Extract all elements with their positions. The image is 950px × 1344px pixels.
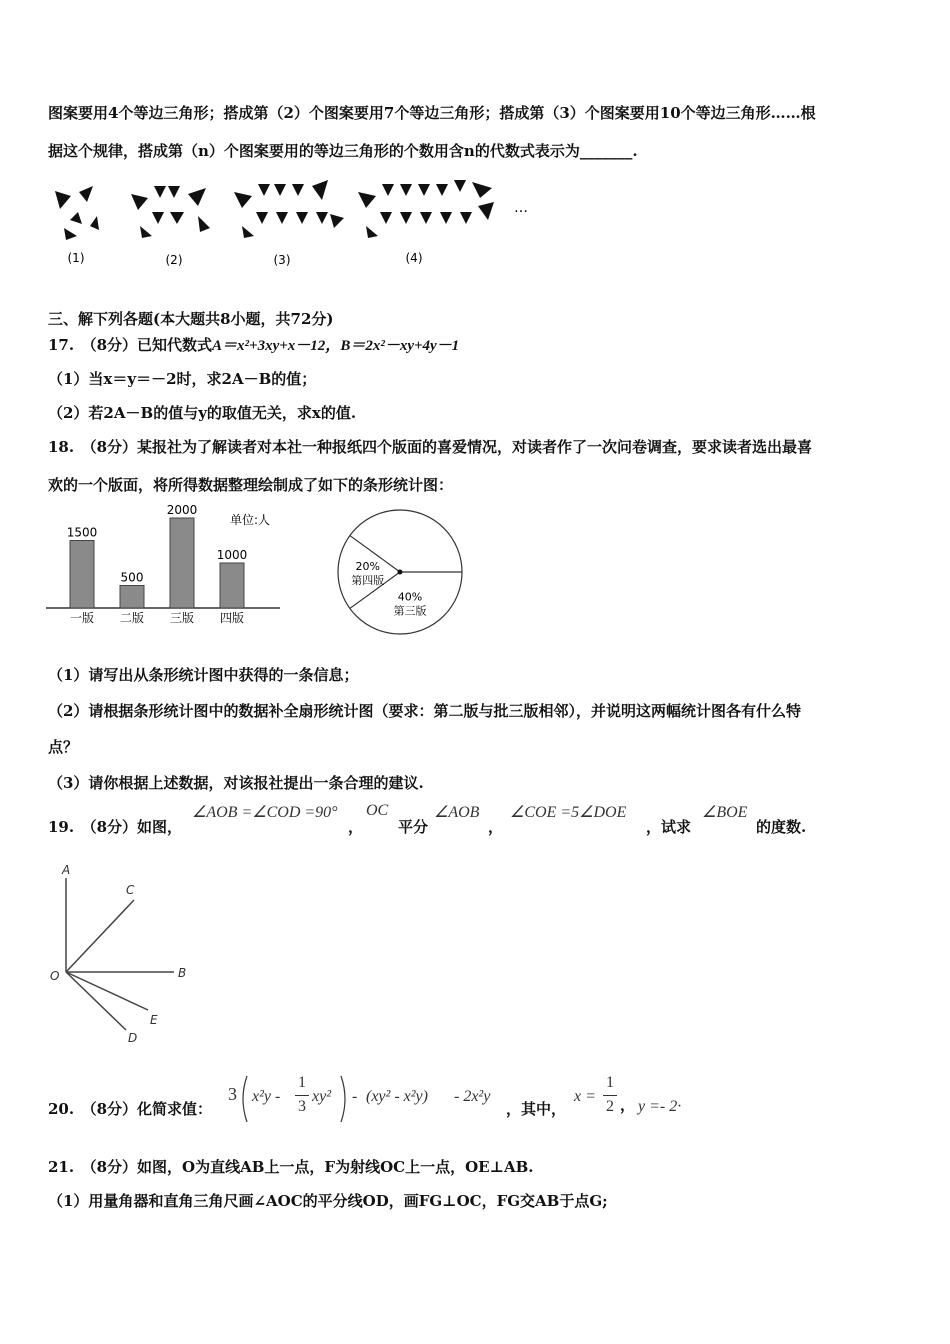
bar-一版	[70, 541, 94, 609]
q19-comma-1: ，	[348, 818, 364, 836]
pattern-label-4: (4)	[405, 251, 423, 265]
bar-value-label: 1000	[216, 548, 248, 562]
q19-head: 19. （8分）如图，	[48, 818, 183, 836]
label-e: E	[150, 1013, 158, 1027]
intro-line-2: 据这个规律，搭成第（n）个图案要用的等边三角形的个数用含n的代数式表示为_______.	[48, 142, 638, 160]
right-paren-icon	[338, 1074, 350, 1124]
bar-chart	[44, 500, 284, 632]
q20-x-num: 1	[606, 1074, 614, 1091]
q19-boe: ∠BOE	[702, 804, 748, 821]
q17-expr-a: A＝x²+3xy+x－12，	[212, 338, 341, 354]
q19-aob: ∠AOB	[434, 804, 480, 821]
q19-tail: 的度数.	[756, 818, 807, 836]
bar-category-label: 三版	[169, 611, 195, 625]
q20-x-eq: x =	[574, 1088, 596, 1105]
section-heading: 三、解下列各题(本大题共8小题，共72分)	[48, 310, 334, 328]
bar-chart-unit-label: 单位:人	[230, 513, 271, 527]
q20-head: 20. （8分）化简求值：	[48, 1100, 213, 1118]
intro-line-1: 图案要用4个等边三角形；搭成第（2）个图案要用7个等边三角形；搭成第（3）个图案要用10个等边三角形……根	[48, 104, 816, 122]
q18-part-3: （3）请你根据上述数据，对该报社提出一条合理的建议.	[48, 774, 424, 792]
pattern-ellipsis: …	[514, 200, 528, 216]
pie-center	[398, 570, 403, 575]
q20-frac-bar	[295, 1095, 309, 1096]
pie-percent-label: 40%	[397, 590, 423, 604]
q19-coe-eq: ∠COE =5∠DOE	[510, 804, 627, 821]
pie-slice-label: 第三版	[393, 604, 427, 618]
pattern-1	[55, 186, 99, 240]
q20-coef: 3	[228, 1084, 237, 1104]
q20-mid: ，其中，	[506, 1100, 567, 1118]
pattern-label-1: (1)	[67, 251, 85, 265]
q17-head: 17. （8分）已知代数式	[48, 336, 213, 354]
bar-value-label: 2000	[166, 503, 198, 517]
q21-part-1: （1）用量角器和直角三角尺画∠AOC的平分线OD，画FG⊥OC，FG交AB于点G;	[48, 1192, 608, 1210]
q20-y-eq: y =- 2·	[638, 1098, 682, 1115]
q20-minus: -	[352, 1088, 358, 1105]
q18-part-2b: 点？	[48, 738, 79, 756]
bar-category-label: 二版	[119, 611, 145, 625]
pie-slice-label: 第四版	[351, 574, 385, 587]
bar-三版	[170, 518, 194, 608]
q20-comma: ，	[620, 1096, 636, 1114]
label-d: D	[128, 1031, 138, 1045]
bar-value-label: 1500	[66, 525, 98, 540]
q19-find-text: ，试求	[646, 818, 692, 836]
bar-value-label: 500	[120, 570, 144, 585]
bar-四版	[220, 563, 244, 608]
triangle-pattern-figure	[48, 176, 548, 272]
ray-oe	[66, 972, 148, 1010]
q17-line	[48, 334, 459, 355]
q18-part-2a: （2）请根据条形统计图中的数据补全扇形统计图（要求：第二版与批三版相邻），并说明这两幅统计图各有什么特	[48, 702, 801, 720]
bar-二版	[120, 586, 144, 609]
pattern-label-2: (2)	[165, 253, 183, 267]
ray-od	[66, 972, 126, 1030]
pattern-4	[358, 180, 494, 238]
q17-expr-b: B＝2x²－xy+4y－1	[340, 338, 460, 354]
bar-category-label: 四版	[219, 611, 245, 625]
q20-frac-num: 1	[298, 1074, 306, 1091]
q19-angle-eq: ∠AOB =∠COD =90°	[192, 804, 338, 821]
label-b: B	[178, 966, 187, 980]
q20-group2: (xy² - x²y)	[366, 1088, 428, 1105]
q18-line-2: 欢的一个版面，将所得数据整理绘制成了如下的条形统计图：	[48, 476, 454, 494]
q18-line-1: 18. （8分）某报社为了解读者对本社一种报纸四个版面的喜爱情况，对读者作了一次问卷调查，要求读者选出最喜	[48, 438, 813, 456]
pattern-2	[131, 186, 210, 238]
q17-part-1: （1）当x＝y＝－2时，求2A－B的值；	[48, 370, 317, 388]
q20-term2: xy²	[312, 1088, 331, 1105]
label-c: C	[126, 883, 135, 897]
pattern-label-3: (3)	[273, 253, 291, 267]
pattern-3	[234, 180, 344, 238]
q20-frac-den: 3	[298, 1098, 306, 1115]
q19-oc: OC	[366, 802, 389, 819]
bar-category-label: 一版	[69, 611, 95, 625]
q18-part-1: （1）请写出从条形统计图中获得的一条信息；	[48, 666, 359, 684]
q21-line-1: 21. （8分）如图，O为直线AB上一点，F为射线OC上一点，OE⊥AB.	[48, 1158, 534, 1176]
label-a: A	[62, 863, 71, 877]
left-paren-icon	[238, 1074, 250, 1124]
pie-percent-label: 20%	[355, 560, 380, 573]
q17-part-2: （2）若2A－B的值与y的取值无关，求x的值.	[48, 404, 357, 422]
q20-x-den: 2	[606, 1098, 614, 1115]
q20-tail-term: - 2x²y	[454, 1088, 491, 1105]
q19-comma-2: ，	[488, 818, 504, 836]
pie-chart	[334, 506, 468, 640]
q19-bisect-text: 平分	[398, 818, 429, 836]
label-o: O	[50, 969, 60, 983]
q20-x-frac-bar	[603, 1095, 617, 1096]
ray-oc	[66, 900, 134, 972]
q20-term1: x²y -	[252, 1088, 281, 1105]
angle-figure	[44, 860, 204, 1050]
